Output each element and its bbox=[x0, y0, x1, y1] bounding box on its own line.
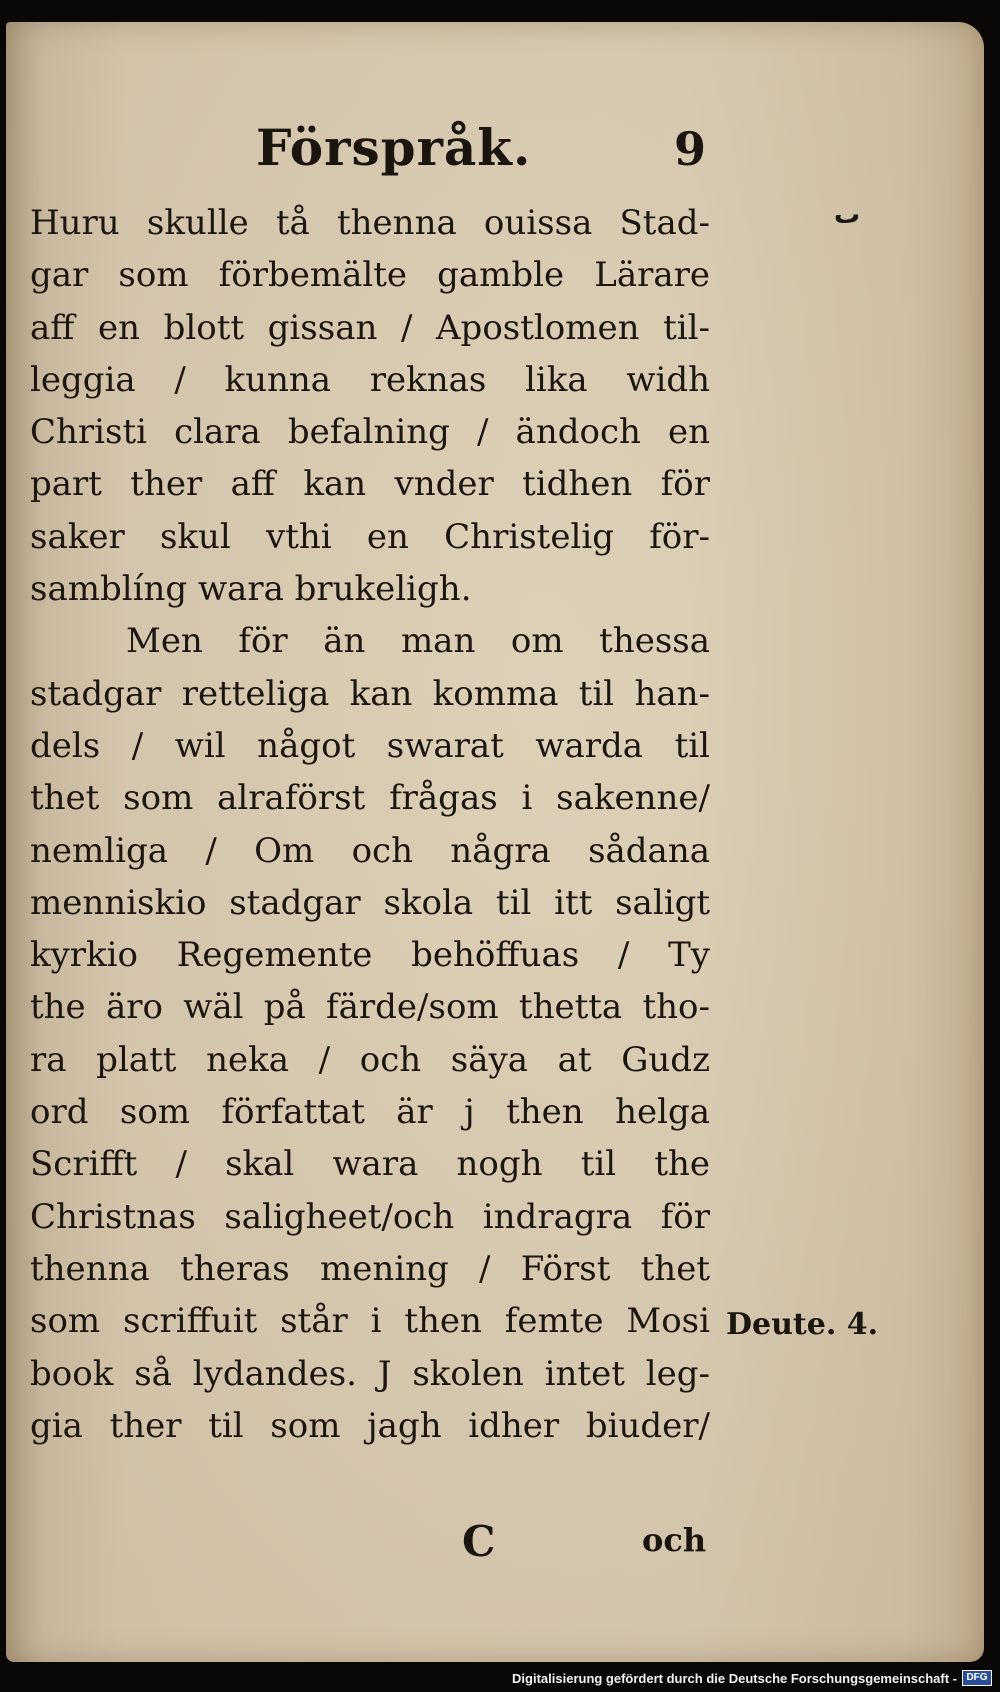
text-line: stadgar retteliga kan komma til han- bbox=[30, 673, 710, 714]
page-footer bbox=[30, 1517, 710, 1569]
body-text bbox=[30, 197, 710, 1566]
text-line: part ther aff kan vnder tidhen för bbox=[30, 464, 710, 505]
text-line: the äro wäl på färde/som thetta tho- bbox=[30, 987, 710, 1028]
text-line: dels / wil något swarat warda til bbox=[30, 725, 710, 766]
text-line: Christnas saligheet/och indragra för bbox=[30, 1196, 710, 1237]
text-line: book så lydandes. J skolen intet leg- bbox=[30, 1353, 710, 1394]
text-line: Huru skulle tå thenna ouissa Stad- bbox=[30, 203, 710, 243]
margin-note: Deute. 4. bbox=[726, 1307, 879, 1342]
text-line: kyrkio Regemente behöffuas / Ty bbox=[30, 935, 710, 976]
text-line: som scriffuit står i then femte Mosi bbox=[30, 1301, 710, 1342]
signature-mark: C bbox=[462, 1517, 496, 1566]
text-line: ra platt neka / och säya at Gudz bbox=[30, 1039, 710, 1080]
text-line: ord som författat är j then helga bbox=[30, 1092, 710, 1133]
paper-page bbox=[6, 22, 984, 1662]
text-line: nemliga / Om och några sådana bbox=[30, 830, 710, 871]
text-line: gia ther til som jagh idher biuder/ bbox=[30, 1405, 710, 1446]
text-line: gar som förbemälte gamble Lärare bbox=[30, 255, 710, 296]
dfg-logo: DFG bbox=[962, 1670, 992, 1686]
text-line: Scrifft / skal wara nogh til the bbox=[30, 1144, 710, 1185]
credit-text: Digitalisierung gefördert durch die Deutsche Forschungsgemeinschaft - bbox=[512, 1670, 957, 1686]
running-title: Förspråk. bbox=[256, 118, 532, 177]
text-line: leggia / kunna reknas lika widh bbox=[30, 359, 710, 400]
text-line: thet som alraförst frågas i sakenne/ bbox=[30, 778, 710, 819]
top-margin-mark: ٮ bbox=[834, 200, 861, 230]
text-line: saker skul vthi en Christelig för- bbox=[30, 516, 710, 557]
text-line: thenna theras mening / Först thet bbox=[30, 1248, 710, 1289]
catchword: och bbox=[642, 1521, 707, 1559]
page-header bbox=[6, 118, 726, 188]
text-line: menniskio stadgar skola til itt saligt bbox=[30, 882, 710, 923]
text-line: samblíng wara brukeligh. bbox=[30, 569, 472, 610]
text-line: Men för än man om thessa bbox=[126, 621, 710, 662]
text-line: aff en blott gissan / Apostlomen til- bbox=[30, 307, 710, 348]
page-number: 9 bbox=[674, 122, 707, 176]
digitization-credit bbox=[512, 1667, 992, 1689]
text-line: Christi clara befalning / ändoch en bbox=[30, 412, 710, 453]
